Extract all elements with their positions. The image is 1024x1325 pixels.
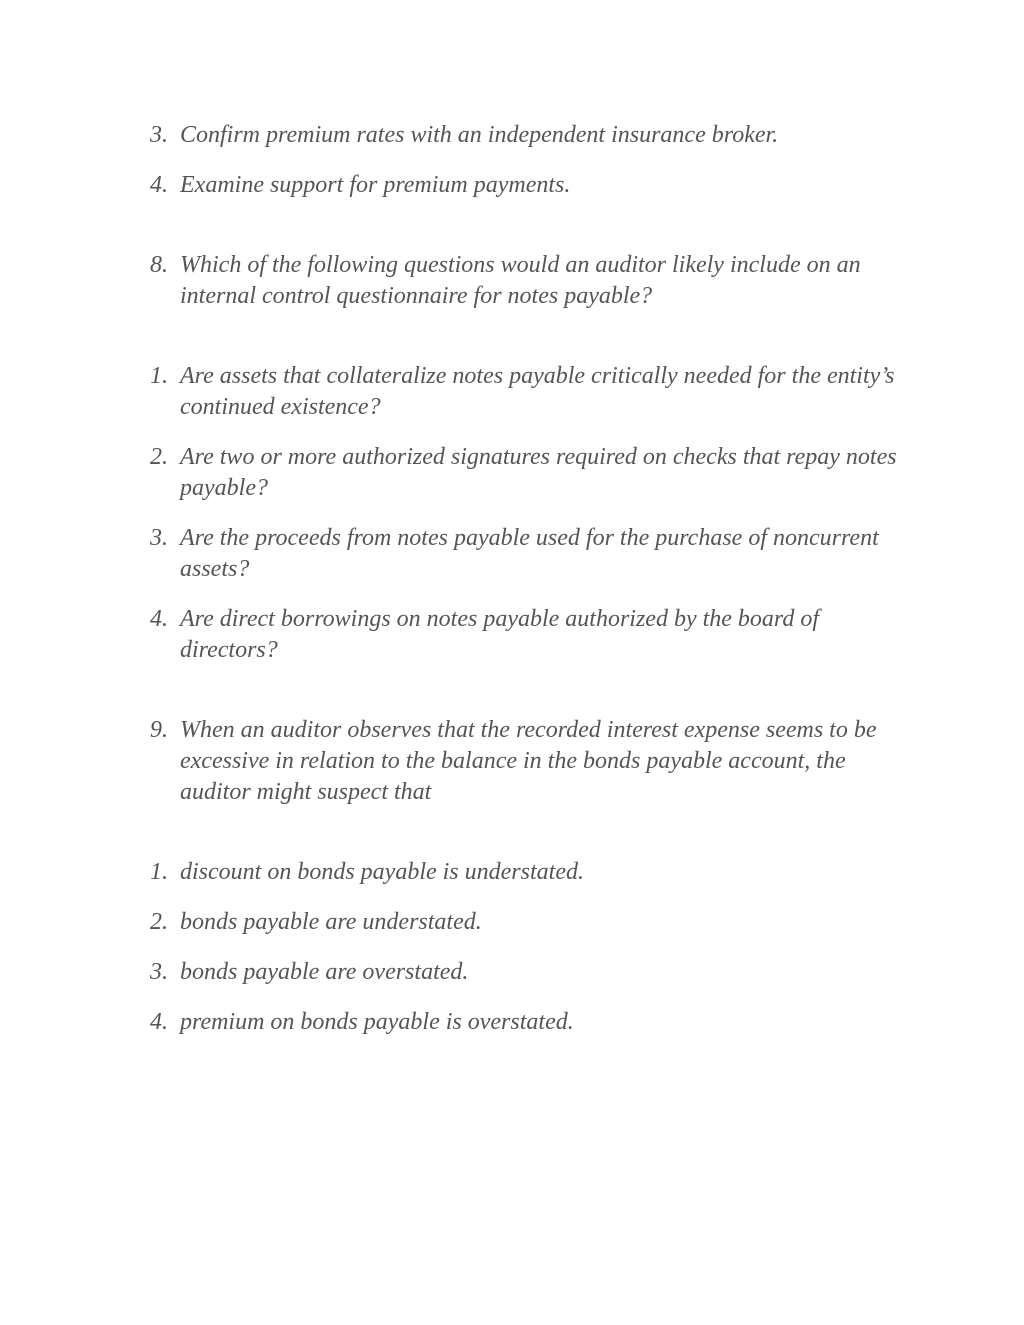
answer-option-text: Are assets that collateralize notes payable critically needed for the entity’s continued existence? — [180, 363, 895, 420]
answer-option — [150, 361, 910, 423]
list-item-text: Examine support for premium payments. — [180, 172, 571, 198]
answer-option-number: 3. — [150, 959, 168, 985]
question-9 — [150, 715, 910, 808]
answer-option-text: bonds payable are understated. — [180, 909, 482, 935]
answer-option — [150, 442, 910, 504]
answer-option — [150, 604, 910, 666]
list-item-text: Confirm premium rates with an independent insurance broker. — [180, 122, 779, 148]
answer-option-text: Are two or more authorized signatures required on checks that repay notes payable? — [180, 444, 897, 501]
list-item-number: 3. — [150, 122, 168, 148]
document-content — [150, 120, 910, 1057]
list-item-number: 4. — [150, 172, 168, 198]
answer-option — [150, 1007, 910, 1038]
question-text: When an auditor observes that the recorded interest expense seems to be excessive in relation to the balance in the bonds payable account, the auditor might suspect that — [180, 717, 877, 805]
answer-option — [150, 857, 910, 888]
answer-option — [150, 523, 910, 585]
answer-option-number: 3. — [150, 525, 168, 551]
answer-option-number: 4. — [150, 1009, 168, 1035]
question-text: Which of the following questions would an auditor likely include on an internal control questionnaire for notes payable? — [180, 252, 861, 309]
answer-option-text: premium on bonds payable is overstated. — [180, 1009, 574, 1035]
answer-option-text: Are direct borrowings on notes payable authorized by the board of directors? — [180, 606, 820, 663]
answer-option-text: bonds payable are overstated. — [180, 959, 469, 985]
answer-option-text: Are the proceeds from notes payable used for the purchase of noncurrent assets? — [180, 525, 879, 582]
answer-option — [150, 907, 910, 938]
answer-option-text: discount on bonds payable is understated. — [180, 859, 584, 885]
answer-option-number: 2. — [150, 909, 168, 935]
question-8 — [150, 250, 910, 312]
list-item — [150, 170, 910, 201]
question-number: 9. — [150, 717, 168, 743]
answer-option-number: 1. — [150, 859, 168, 885]
answer-option-number: 4. — [150, 606, 168, 632]
answer-option — [150, 957, 910, 988]
answer-option-number: 2. — [150, 444, 168, 470]
question-number: 8. — [150, 252, 168, 278]
list-item — [150, 120, 910, 151]
answer-option-number: 1. — [150, 363, 168, 389]
